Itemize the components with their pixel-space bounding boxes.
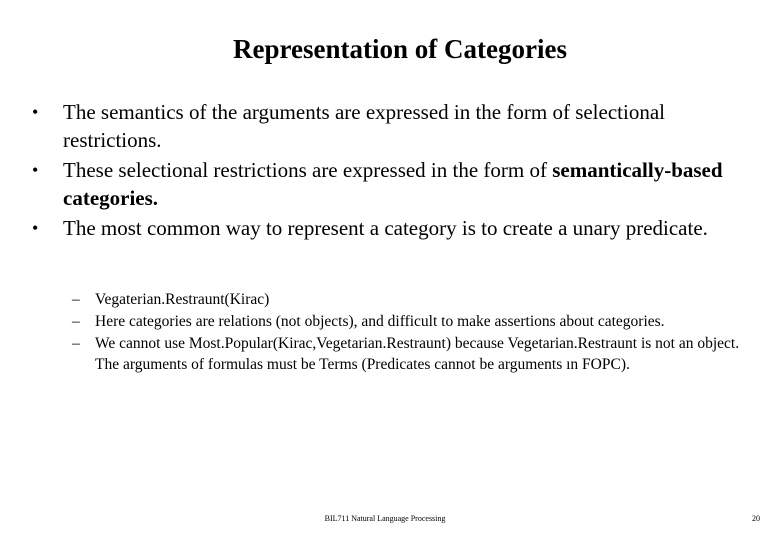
sub-bullet-item	[0, 333, 780, 375]
bullet-marker-icon: •	[32, 102, 39, 122]
bullet-text: These selectional restrictions are expressed in the form of	[63, 158, 553, 182]
bullet-item	[0, 98, 780, 154]
sub-bullet-text: Here categories are relations (not objects), and difficult to make assertions about categories.	[95, 313, 665, 330]
sub-bullet-text: Vegaterian.Restraunt(Kirac)	[95, 291, 270, 308]
sub-bullet-item	[0, 289, 780, 310]
sub-bullet-list	[0, 289, 780, 376]
bullet-list	[0, 98, 780, 244]
dash-marker-icon: –	[72, 313, 80, 330]
bullet-item	[0, 156, 780, 212]
bullet-bold-text: semantically-based categories.	[63, 158, 723, 210]
bullet-marker-icon: •	[32, 160, 39, 180]
sub-bullet-text: We cannot use Most.Popular(Kirac,Vegetarian.Restraunt) because Vegetarian.Restraunt is not an object. The arguments of formulas must be Terms (Predicates cannot be arguments ın FOPC).	[95, 335, 740, 373]
slide-title: Representation of Categories	[233, 34, 567, 64]
bullet-item	[0, 214, 780, 242]
dash-marker-icon: –	[72, 291, 80, 308]
footer-course-name: BIL711 Natural Language Processing	[324, 514, 446, 523]
footer-page-number: 20	[752, 514, 760, 523]
bullet-marker-icon: •	[32, 218, 39, 238]
sub-bullet-item	[0, 311, 780, 332]
dash-marker-icon: –	[72, 335, 80, 352]
bullet-text: The semantics of the arguments are expressed in the form of selectional restrictions.	[63, 100, 665, 152]
bullet-text: The most common way to represent a category is to create a unary predicate.	[63, 216, 708, 240]
